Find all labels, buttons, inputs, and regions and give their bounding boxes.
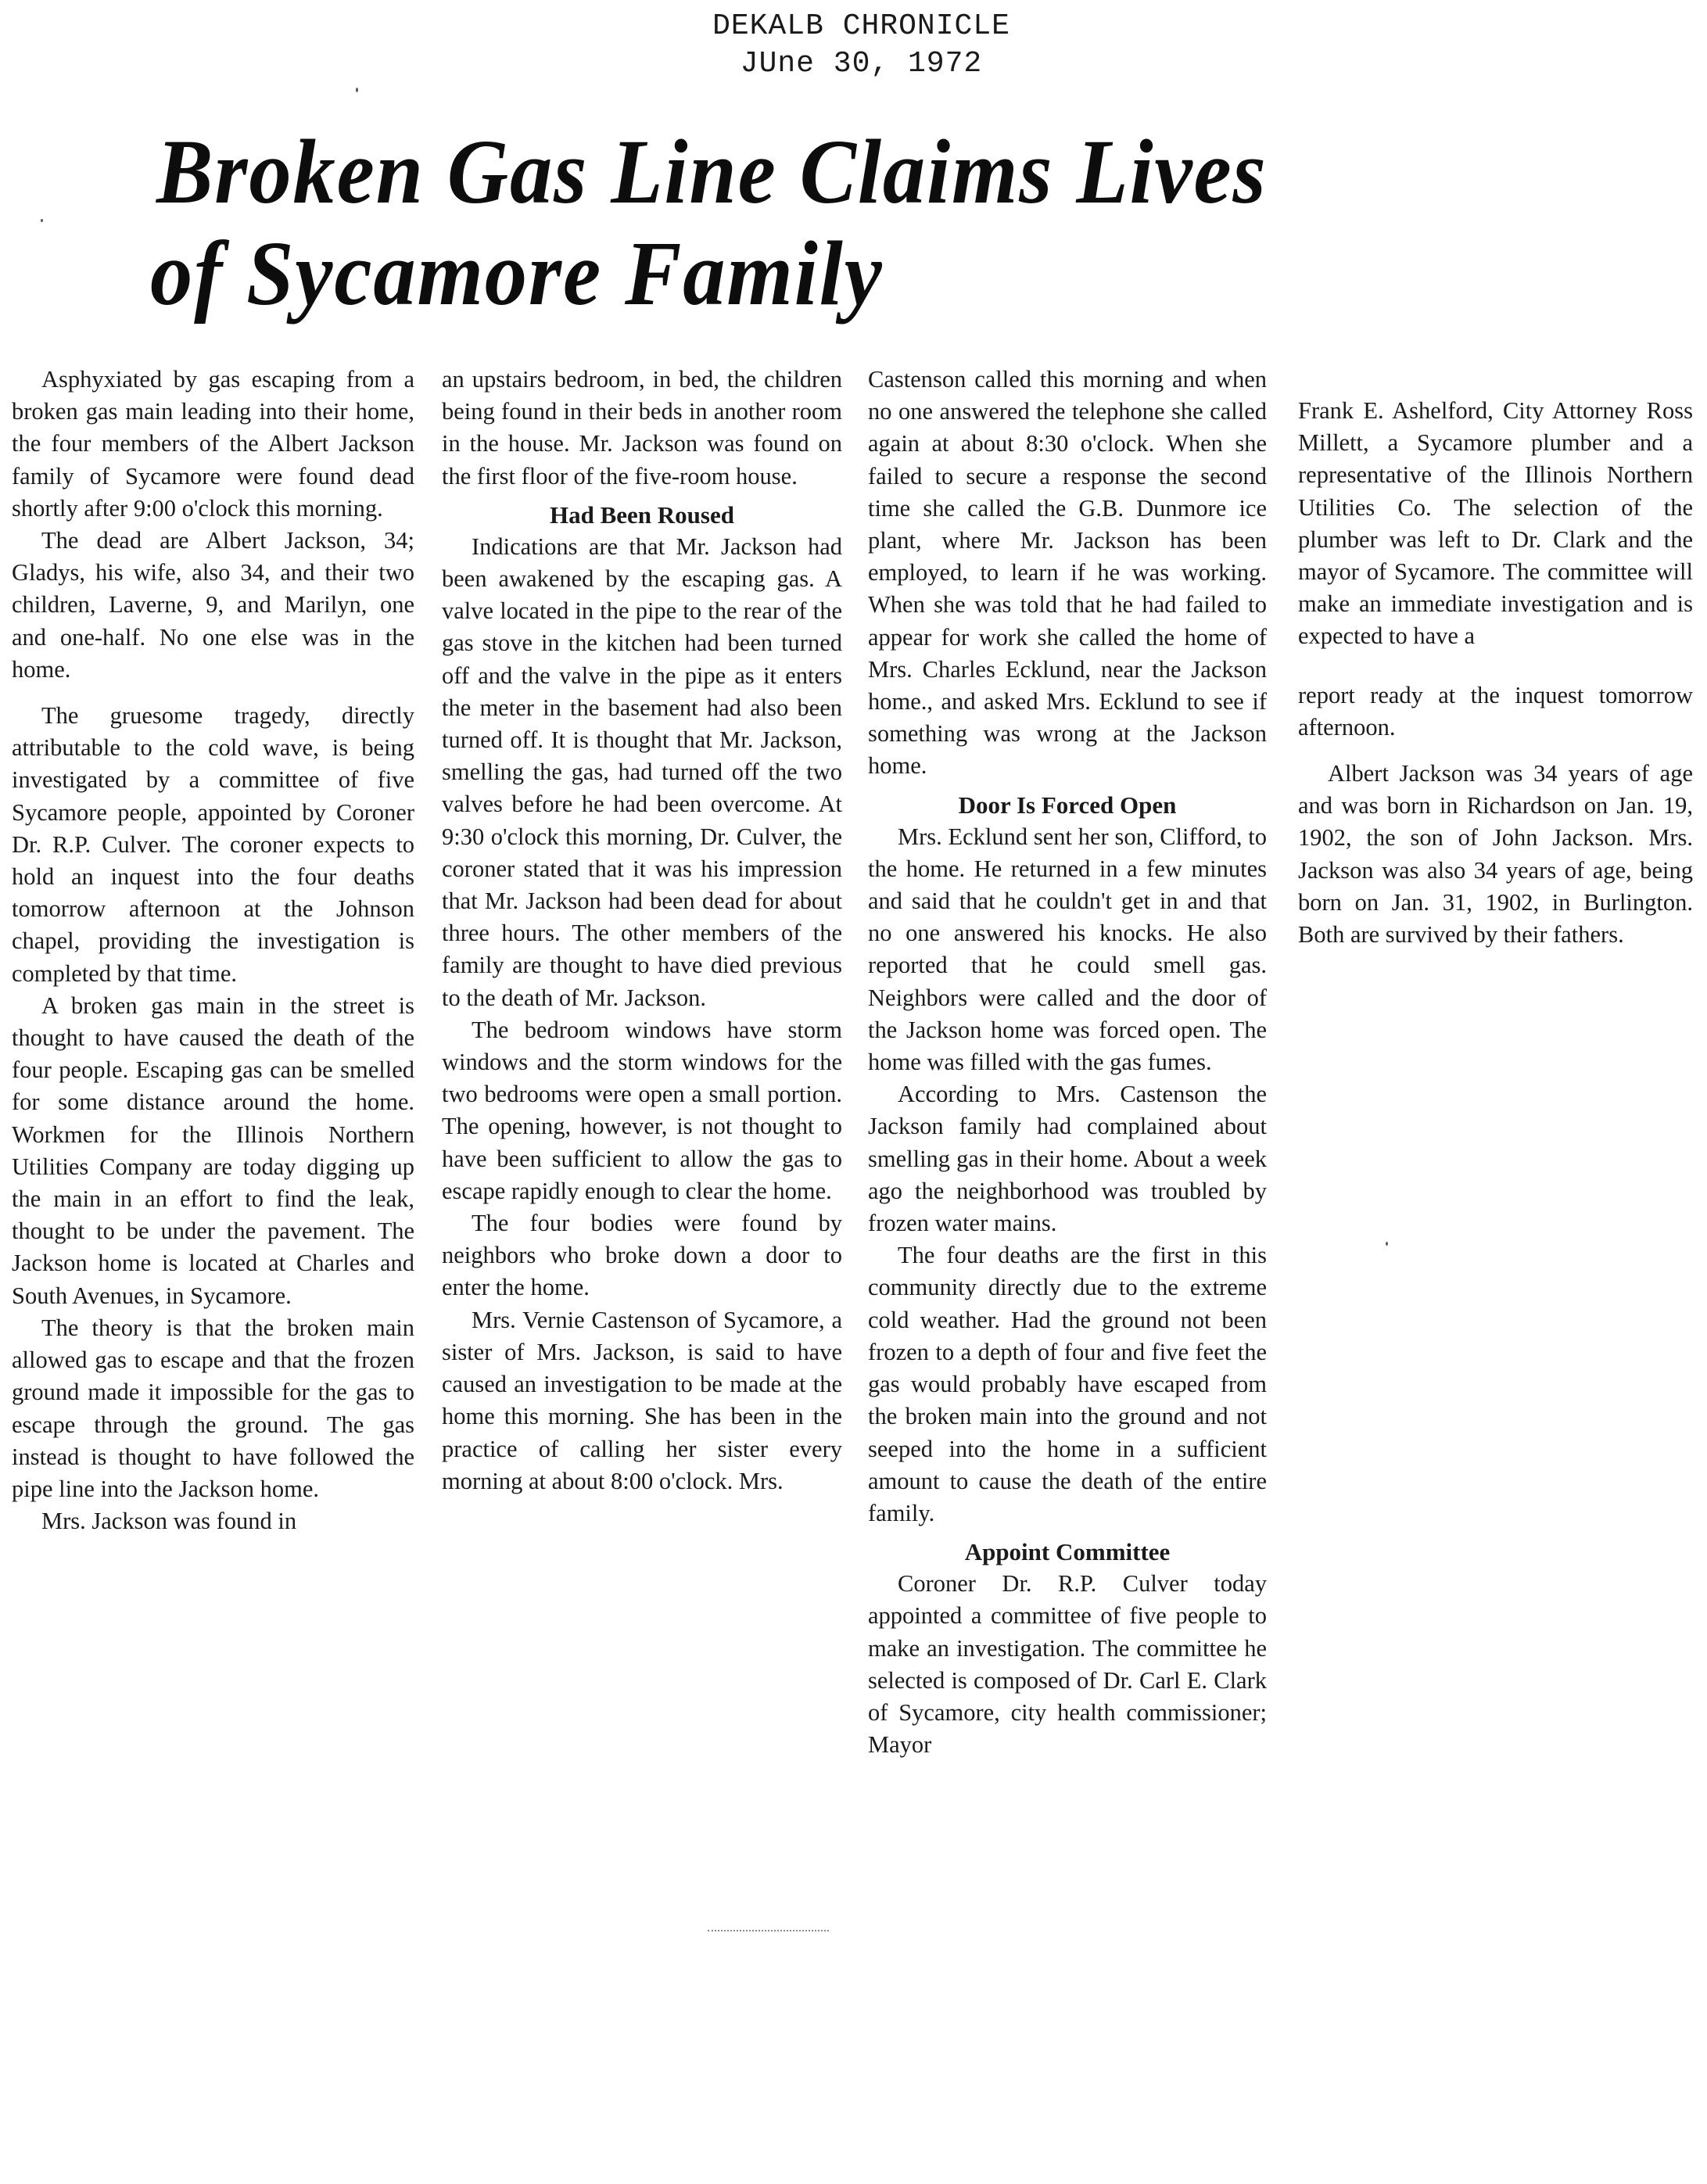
subheading-door-is-forced-open: Door Is Forced Open [958, 791, 1177, 819]
paragraph: Mrs. Vernie Castenson of Sycamore, a sister of Mrs. Jackson, is said to have caused an investigation to be made at the home this morning. She has been in the practice of calling her sister every morning at about 8:00 o'clock. Mrs. [442, 1306, 842, 1494]
paragraph: Indications are that Mr. Jackson had been awakened by the escaping gas. A valve located in the pipe to the rear of the gas stove in the kitchen had been turned off and the valve in the pipe as it enters the meter in the basement had also been turned off. It is thought that Mr. Jackson, smelling the gas, had turned off the two valves before he had been overcome. At 9:30 o'clock this morning, Dr. Culver, the coroner stated that it was his impression that Mr. Jackson had been dead for about three hours. The other members of the family are thought to have died previous to the death of Mr. Jackson. [442, 533, 842, 1011]
paragraph: According to Mrs. Castenson the Jackson family had complained about smelling gas in their home. About a week ago the neighborhood was troubled by frozen water mains. [868, 1081, 1267, 1237]
paragraph: The gruesome tragedy, directly attributable to the cold wave, is being investigated by a committee of five Sycamore people, appointed by Coroner Dr. R.P. Culver. The coroner expects to hold an inquest into the four deaths tomorrow afternoon at the Johnson chapel, providing the investigation is completed by that time. [12, 702, 414, 987]
paragraph: an upstairs bedroom, in bed, the children being found in their beds in another room in the house. Mr. Jackson was found on the first floor of the five-room house. [442, 366, 842, 490]
headline-line-2: of Sycamore Family [150, 222, 884, 325]
print-speck [41, 219, 43, 222]
paragraph: Mrs. Ecklund sent her son, Clifford, to the home. He returned in a few minutes and said that he couldn't get in and that no one answered his knocks. He also reported that he could smell gas. Neighbors were called and the door of the Jackson home was forced open. The home was filled with the gas fumes. [868, 823, 1267, 1076]
article-column-2 [442, 364, 842, 1497]
paragraph: Albert Jackson was 34 years of age and was born in Richardson on Jan. 19, 1902, the son of John Jackson. Mrs. Jackson was also 34 years of age, being born on Jan. 31, 1902, in Burlington. Both are survived by their fathers. [1298, 760, 1693, 949]
paragraph: A broken gas main in the street is thought to have caused the death of the four people. Escaping gas can be smelled for some distance around the home. Workmen for the Illinois Northern Utilities Company are today digging up the main in an effort to find the leak, thought to be under the pavement. The Jackson home is located at Charles and South Avenues, in Sycamore. [12, 992, 414, 1309]
article-column-4 [1298, 395, 1693, 951]
paragraph: report ready at the inquest tomorrow afternoon. [1298, 681, 1693, 741]
paragraph: The theory is that the broken main allowed gas to escape and that the frozen ground made it impossible for the gas to escape through the ground. The gas instead is thought to have followed the pipe line into the Jackson home. [12, 1314, 414, 1502]
paragraph: The dead are Albert Jackson, 34; Gladys, his wife, also 34, and their two children, Laverne, 9, and Marilyn, one and one-half. No one else was in the home. [12, 527, 414, 683]
column-end-rule [708, 1930, 829, 1933]
subheading-appoint-committee: Appoint Committee [964, 1538, 1171, 1566]
print-speck [1386, 1242, 1388, 1246]
print-speck [356, 88, 358, 92]
paragraph: Castenson called this morning and when no one answered the telephone she called again at about 8:30 o'clock. When she failed to secure a response the second time she called the G.B. Dunmore ice plant, where Mr. Jackson has been employed, to learn if he was working. When she was told that he had failed to appear for work she called the home of Mrs. Charles Ecklund, near the Jackson home., and asked Mrs. Ecklund to see if something was wrong at the Jackson home. [868, 366, 1267, 780]
paragraph: The four deaths are the first in this community directly due to the extreme cold weather. Had the ground not been frozen to a depth of four and five feet the gas would probably have escaped from the broken main into the ground and not seeped into the home in a sufficient amount to cause the death of the entire family. [868, 1242, 1267, 1526]
paragraph: Mrs. Jackson was found in [41, 1508, 297, 1535]
subheading-had-been-roused: Had Been Roused [550, 500, 734, 529]
headline-line-1: Broken Gas Line Claims Lives [156, 120, 1268, 223]
paragraph: The bedroom windows have storm windows and the storm windows for the two bedrooms were open a small portion. The opening, however, is not thought to have been sufficient to allow the gas to escape rapidly enough to clear the home. [442, 1016, 842, 1204]
paragraph: The four bodies were found by neighbors who broke down a door to enter the home. [442, 1210, 842, 1301]
article-column-1 [12, 364, 414, 1537]
article-column-3 [868, 364, 1267, 1761]
publication-date: JUne 30, 1972 [740, 47, 983, 81]
paragraph: Asphyxiated by gas escaping from a broken gas main leading into their home, the four members of the Albert Jackson family of Sycamore were found dead shortly after 9:00 o'clock this morning. [12, 366, 414, 522]
paragraph: Coroner Dr. R.P. Culver today appointed a committee of five people to make an investigation. The committee he selected is composed of Dr. Carl E. Clark of Sycamore, city health commissioner; Mayor [868, 1570, 1267, 1759]
paragraph: Frank E. Ashelford, City Attorney Ross Millett, a Sycamore plumber and a representative of the Illinois Northern Utilities Co. The selection of the plumber was left to Dr. Clark and the mayor of Sycamore. The committee will make an immediate investigation and is expected to have a [1298, 397, 1693, 650]
newspaper-name: DEKALB CHRONICLE [712, 9, 1010, 43]
